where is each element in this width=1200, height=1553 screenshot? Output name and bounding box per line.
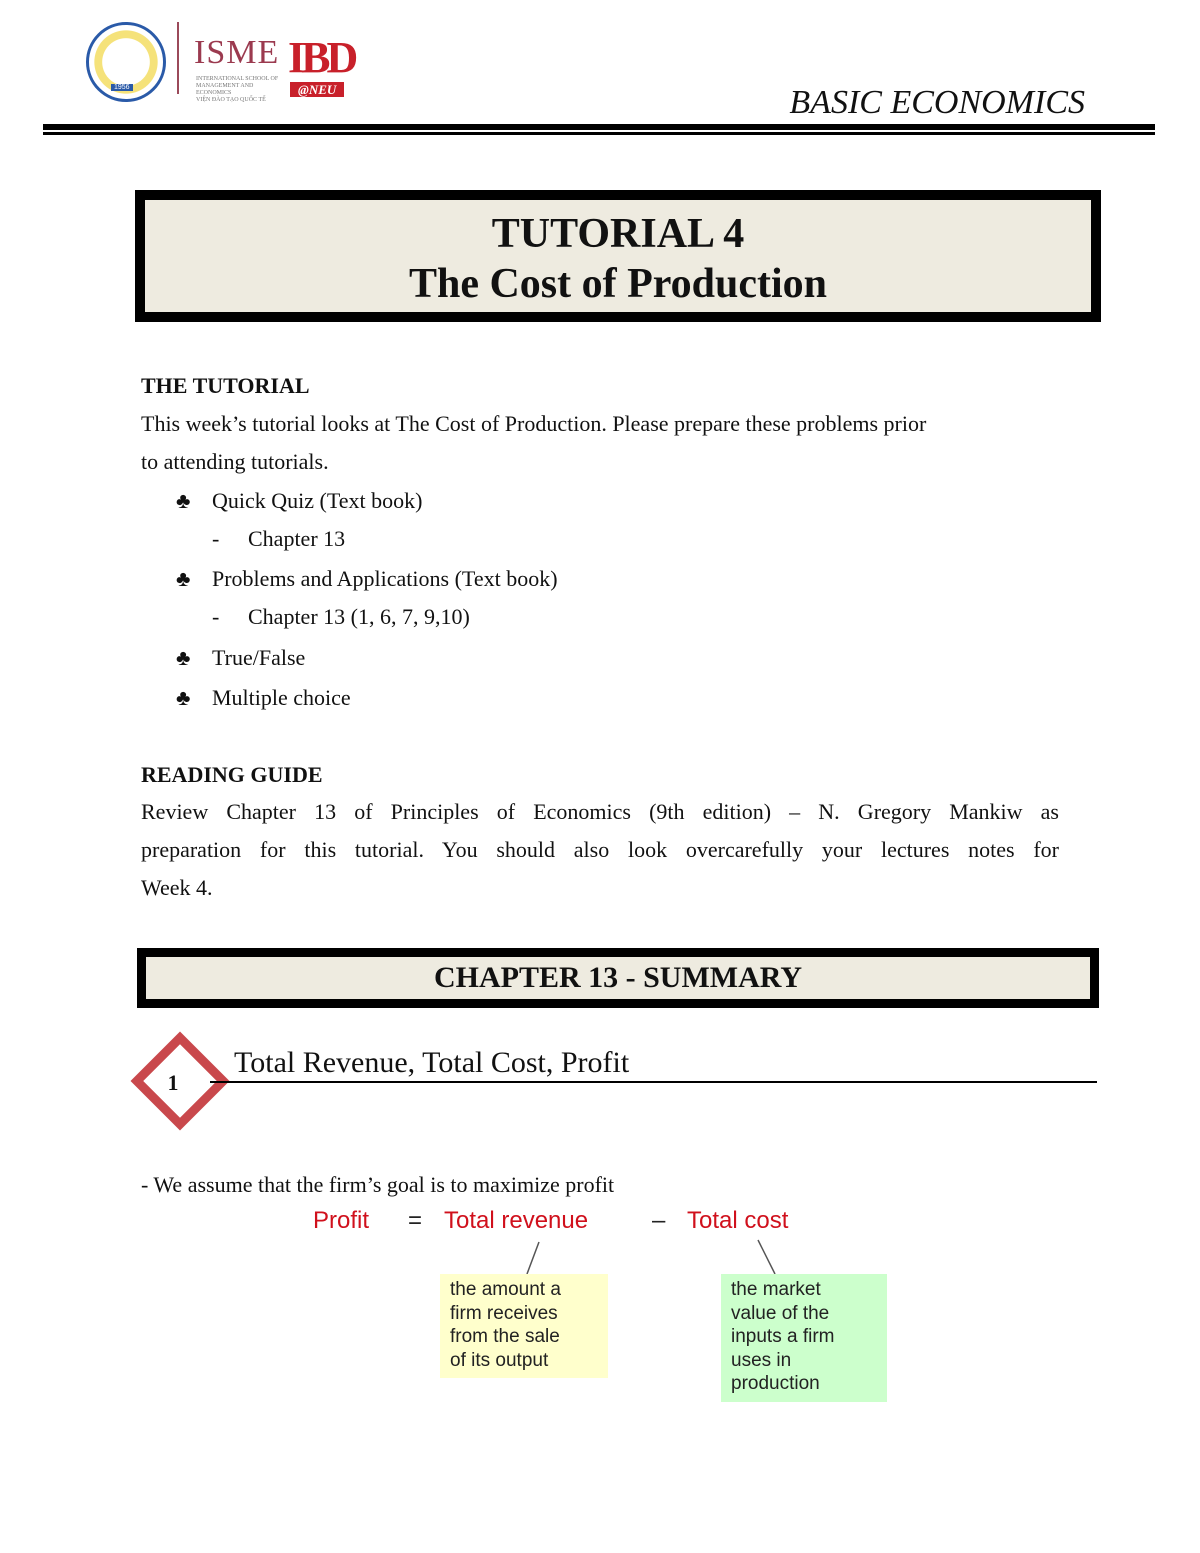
ibd-logo: IBD xyxy=(288,33,355,82)
tutorial-intro-1: This week’s tutorial looks at The Cost of Production. Please prepare these problems prior xyxy=(141,411,927,436)
tutorial-number: TUTORIAL 4 xyxy=(491,211,745,257)
isme-subtitle-vi: VIỆN ĐÀO TẠO QUỐC TẾ xyxy=(196,97,266,103)
tutorial-title: The Cost of Production xyxy=(408,261,828,307)
club-bullet-icon: ♣ xyxy=(176,685,191,710)
dash-bullet: - xyxy=(212,604,220,629)
note-line: from the sale xyxy=(450,1326,560,1347)
list-item-label: Quick Quiz (Text book) xyxy=(212,488,423,513)
list-item-label: Multiple choice xyxy=(212,685,351,710)
reading-line-3: Week 4. xyxy=(141,875,213,900)
cost-connector xyxy=(758,1240,775,1274)
note-line: inputs a firm xyxy=(731,1326,835,1347)
section-title: Total Revenue, Total Cost, Profit xyxy=(234,1046,630,1079)
summary-title-box: CHAPTER 13 - SUMMARY xyxy=(137,948,1099,1008)
seal-badge: 1956 xyxy=(111,84,133,91)
note-line: firm receives xyxy=(450,1302,558,1324)
reading-line-1: Review Chapter 13 of Principles of Economics (9th edition) – N. Gregory Mankiw as xyxy=(141,799,1059,824)
cost-definition-note xyxy=(721,1274,887,1402)
note-line: the amount a xyxy=(450,1279,561,1300)
revenue-definition-note xyxy=(440,1274,608,1378)
dash-bullet: - xyxy=(212,526,220,551)
note-line: the market xyxy=(731,1279,821,1300)
tutorial-heading: THE TUTORIAL xyxy=(141,373,310,398)
club-bullet-icon: ♣ xyxy=(176,488,191,513)
section-number: 1 xyxy=(167,1070,179,1095)
sub-list-item-label: Chapter 13 (1, 6, 7, 9,10) xyxy=(248,604,470,629)
eq-minus: – xyxy=(652,1207,666,1234)
sub-list-item-label: Chapter 13 xyxy=(248,526,346,551)
course-title: BASIC ECONOMICS xyxy=(789,84,1085,121)
revenue-connector xyxy=(527,1242,539,1274)
club-bullet-icon: ♣ xyxy=(176,566,191,591)
note-line: production xyxy=(731,1373,820,1394)
eq-profit: Profit xyxy=(313,1207,370,1234)
reading-heading: READING GUIDE xyxy=(141,762,323,787)
club-bullet-icon: ♣ xyxy=(176,645,191,670)
isme-logo: ISME xyxy=(194,34,280,71)
neu-logo-tag: @NEU xyxy=(290,82,344,97)
eq-total-revenue: Total revenue xyxy=(444,1207,589,1234)
list-item-label: Problems and Applications (Text book) xyxy=(212,566,558,591)
assumption-text: - We assume that the firm’s goal is to maximize profit xyxy=(141,1172,615,1197)
list-item-label: True/False xyxy=(212,645,306,670)
note-line: uses in xyxy=(731,1349,792,1371)
note-line: of its output xyxy=(450,1349,549,1371)
tutorial-intro-2: to attending tutorials. xyxy=(141,449,329,474)
eq-equals: = xyxy=(408,1207,423,1234)
note-line: value of the xyxy=(731,1302,830,1324)
eq-total-cost: Total cost xyxy=(687,1207,789,1234)
isme-subtitle-en: INTERNATIONAL SCHOOL OF MANAGEMENT AND ECONOMICS xyxy=(196,76,279,96)
reading-line-2: preparation for this tutorial. You should also look overcarefully your lectures notes for xyxy=(141,837,1059,862)
